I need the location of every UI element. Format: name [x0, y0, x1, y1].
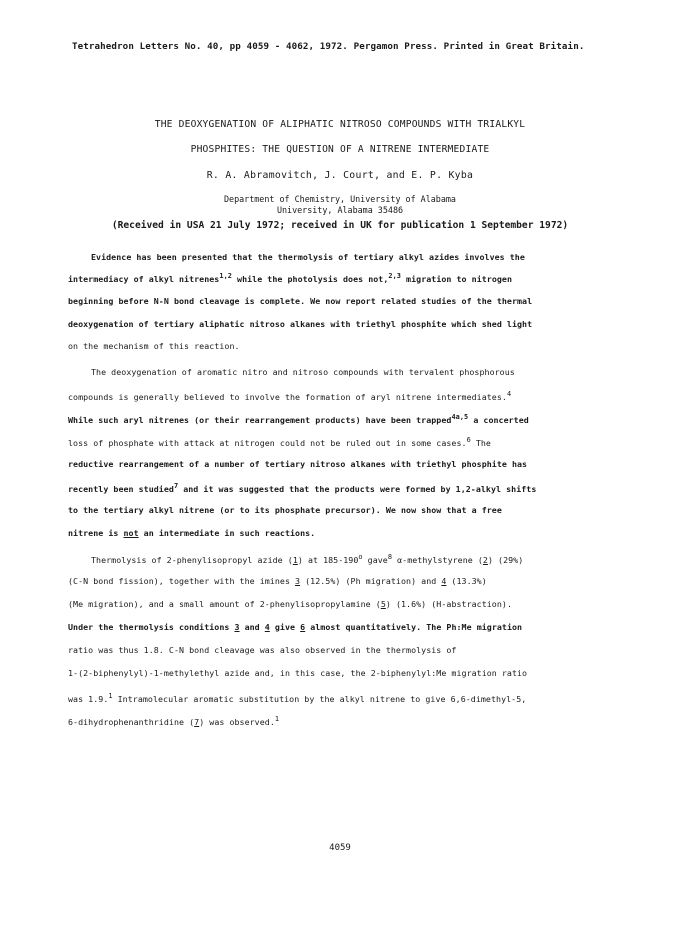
ref-1-b: 1	[274, 715, 280, 723]
ref-8: 8	[387, 553, 393, 561]
compound-3: 3	[295, 576, 301, 586]
affiliation-line-2: University, Alabama 35486	[276, 205, 404, 215]
p3-line-7: was 1.9.$^1$ Intramolecular aromatic substitution by the alkyl nitrene to give 6,6-dimethyl-5,	[68, 692, 527, 704]
compound-5: 5	[380, 599, 386, 609]
ref-4a-5: 4a,5	[451, 413, 469, 421]
p2-line-2: compounds is generally believed to involve the formation of aryl nitrene intermediates.$^4$	[68, 390, 512, 402]
page-number: 4059	[329, 843, 351, 853]
p1-line-2: intermediacy of alkyl nitrenes$^{1,2}$ while the photolysis does not,$^{2,3}$ migration to nitrogen	[68, 272, 513, 284]
p2-line-6: recently been studied$^7$ and it was suggested that the products were formed by 1,2-alkyl shifts	[68, 482, 537, 494]
p1-line-1: Evidence has been presented that the thermolysis of tertiary alkyl azides involves the	[91, 252, 525, 262]
ref-6: 6	[466, 436, 471, 444]
p2-line-4: loss of phosphate with attack at nitrogen could not be ruled out in some cases.$^6$ The	[68, 436, 491, 448]
p3-line-4: Under the thermolysis conditions 3 and 4 give 6 almost quantitatively. The Ph:Me migration	[68, 622, 523, 632]
p2-line-5: reductive rearrangement of a number of tertiary nitroso alkanes with triethyl phosphite has	[68, 459, 528, 469]
compound-2: 2	[482, 554, 488, 565]
p3-line-6: 1-(2-biphenylyl)-1-methylethyl azide and, in this case, the 2-biphenylyl:Me migration ratio	[68, 668, 528, 678]
received-dates: (Received in USA 21 July 1972; received in UK for publication 1 September 1972)	[111, 220, 569, 231]
affiliation-line-1: Department of Chemistry, University of Alabama	[224, 194, 456, 204]
emphasis-not: not	[123, 528, 139, 538]
p1-line-5: on the mechanism of this reaction.	[68, 341, 240, 351]
compound-7: 7	[194, 716, 200, 727]
ref-2-3: 2,3	[388, 272, 402, 280]
degree-symbol: o	[358, 553, 363, 561]
p3-line-2: (C-N bond fission), together with the imines 3 (12.5%) (Ph migration) and 4 (13.3%)	[68, 576, 487, 586]
authors: R. A. Abramovitch, J. Court, and E. P. Kyba	[206, 170, 474, 181]
ref-1-2: 1,2	[219, 272, 232, 280]
ref-4: 4	[506, 390, 512, 398]
p3-line-1: Thermolysis of 2-phenylisopropyl azide (1) at 185-190$^o$ gave$^8$ α-methylstyrene (2) (29%)	[91, 553, 524, 565]
p2-line-3: While such aryl nitrenes (or their rearrangement products) have been trapped$^{4a,5}$ a concerted	[68, 413, 529, 425]
compound-3-ref: 3	[234, 622, 240, 632]
article-title-line-2: PHOSPHITES: THE QUESTION OF A NITRENE INTERMEDIATE	[190, 144, 490, 155]
compound-4: 4	[441, 576, 447, 586]
p1-line-3: beginning before N-N bond cleavage is complete. We now report related studies of the thermal	[68, 296, 533, 306]
ref-7: 7	[173, 482, 179, 490]
article-title-line-1: THE DEOXYGENATION OF ALIPHATIC NITROSO COMPOUNDS WITH TRIALKYL	[154, 119, 526, 130]
p3-line-8: 6-dihydrophenanthridine (7) was observed.$^1$	[68, 715, 280, 727]
p2-line-1: The deoxygenation of aromatic nitro and nitroso compounds with tervalent phosphorous	[91, 367, 515, 377]
p3-line-3: (Me migration), and a small amount of 2-phenylisopropylamine (5) (1.6%) (H-abstraction).	[68, 599, 512, 609]
journal-header: Tetrahedron Letters No. 40, pp 4059 - 4062, 1972. Pergamon Press. Printed in Great Britain.	[72, 41, 585, 52]
p1-line-4: deoxygenation of tertiary aliphatic nitroso alkanes with triethyl phosphite which shed light	[68, 319, 533, 329]
compound-6: 6	[300, 622, 306, 632]
p3-line-5: ratio was thus 1.8. C-N bond cleavage was also observed in the thermolysis of	[68, 645, 457, 655]
ref-1-a: 1	[108, 692, 113, 700]
compound-1: 1	[292, 554, 298, 565]
p2-line-8: nitrene is not an intermediate in such reactions.	[68, 528, 316, 538]
compound-4-ref: 4	[264, 622, 270, 632]
p2-line-7: to the tertiary alkyl nitrene (or to its phosphate precursor). We now show that a free	[68, 505, 502, 515]
